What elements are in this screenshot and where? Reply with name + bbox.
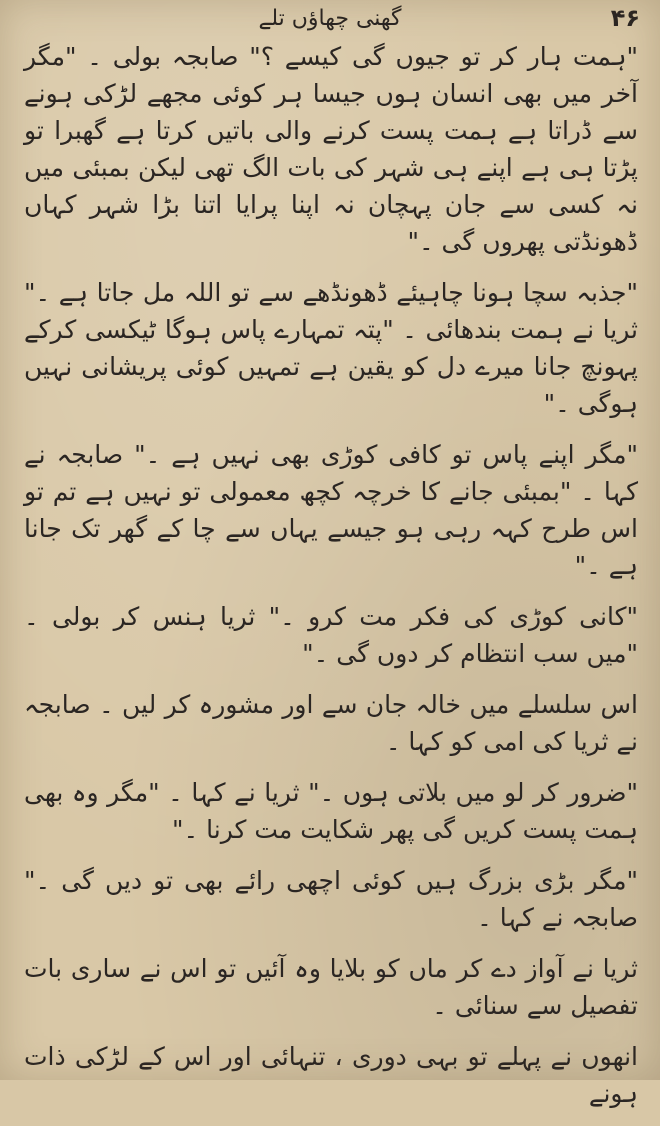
paragraph-3: "مگر اپنے پاس تو کافی کوڑی بھی نہیں ہے ۔" صابجہ نے کہا ۔ "بمبئی جانے کا خرچہ کچھ معمولی تو نہیں ہے تم تو اس طرح کہہ رہی ہو جیسے یہاں سے چا کے گھر تک جانا ہے ۔" bbox=[24, 440, 638, 580]
paragraph-9: انھوں نے پہلے تو بہی دوری ، تنہائی اور اس کے لڑکی ذات ہونے bbox=[24, 1042, 638, 1108]
paragraph-7: "مگر بڑی بزرگ ہیں کوئی اچھی رائے بھی تو دیں گی ۔" صابجہ نے کہا ۔ bbox=[24, 866, 638, 932]
paragraph-4: "کانی کوڑی کی فکر مت کرو ۔" ثریا ہنس کر بولی ۔ "میں سب انتظام کر دوں گی ۔" bbox=[24, 602, 638, 668]
body-text bbox=[24, 38, 638, 1126]
running-title: گھنی چھاؤں تلے bbox=[258, 6, 402, 31]
page-header bbox=[0, 4, 660, 38]
paragraph-1: "ہمت ہار کر تو جیوں گی کیسے ؟" صابجہ بولی ۔ "مگر آخر میں بھی انسان ہوں جیسا ہر کوئی مجھے لڑکی ہونے سے ڈراتا ہے ہمت پست کرنے والی باتیں کرتا ہے گھبرا تو پڑتا ہی ہے اپنے ہی شہر کی بات الگ تھی لیکن بمبئی میں نہ کسی سے جان پہچان نہ اپنا پرایا اتنا بڑا شہر کہاں ڈھونڈتی پھروں گی ۔" bbox=[24, 42, 638, 256]
paragraph-8: ثریا نے آواز دے کر ماں کو بلایا وہ آئیں تو اس نے ساری بات تفصیل سے سنائی ۔ bbox=[24, 954, 638, 1020]
paragraph-6: "ضرور کر لو میں بلاتی ہوں ۔" ثریا نے کہا ۔ "مگر وہ بھی ہمت پست کریں گی پھر شکایت مت کرنا ۔" bbox=[24, 778, 638, 844]
page-number: ۴۶ bbox=[610, 4, 640, 32]
paragraph-5: اس سلسلے میں خالہ جان سے اور مشورہ کر لیں ۔ صابجہ نے ثریا کی امی کو کہا ۔ bbox=[24, 690, 638, 756]
paragraph-2: "جذبہ سچا ہونا چاہیئے ڈھونڈھے سے تو اللہ مل جاتا ہے ۔" ثریا نے ہمت بندھائی ۔ "پتہ تمہارے پاس ہوگا ٹیکسی کرکے پہونچ جانا میرے دل کو یقین ہے تمہیں کوئی پریشانی نہیں ہوگی ۔" bbox=[24, 278, 638, 418]
